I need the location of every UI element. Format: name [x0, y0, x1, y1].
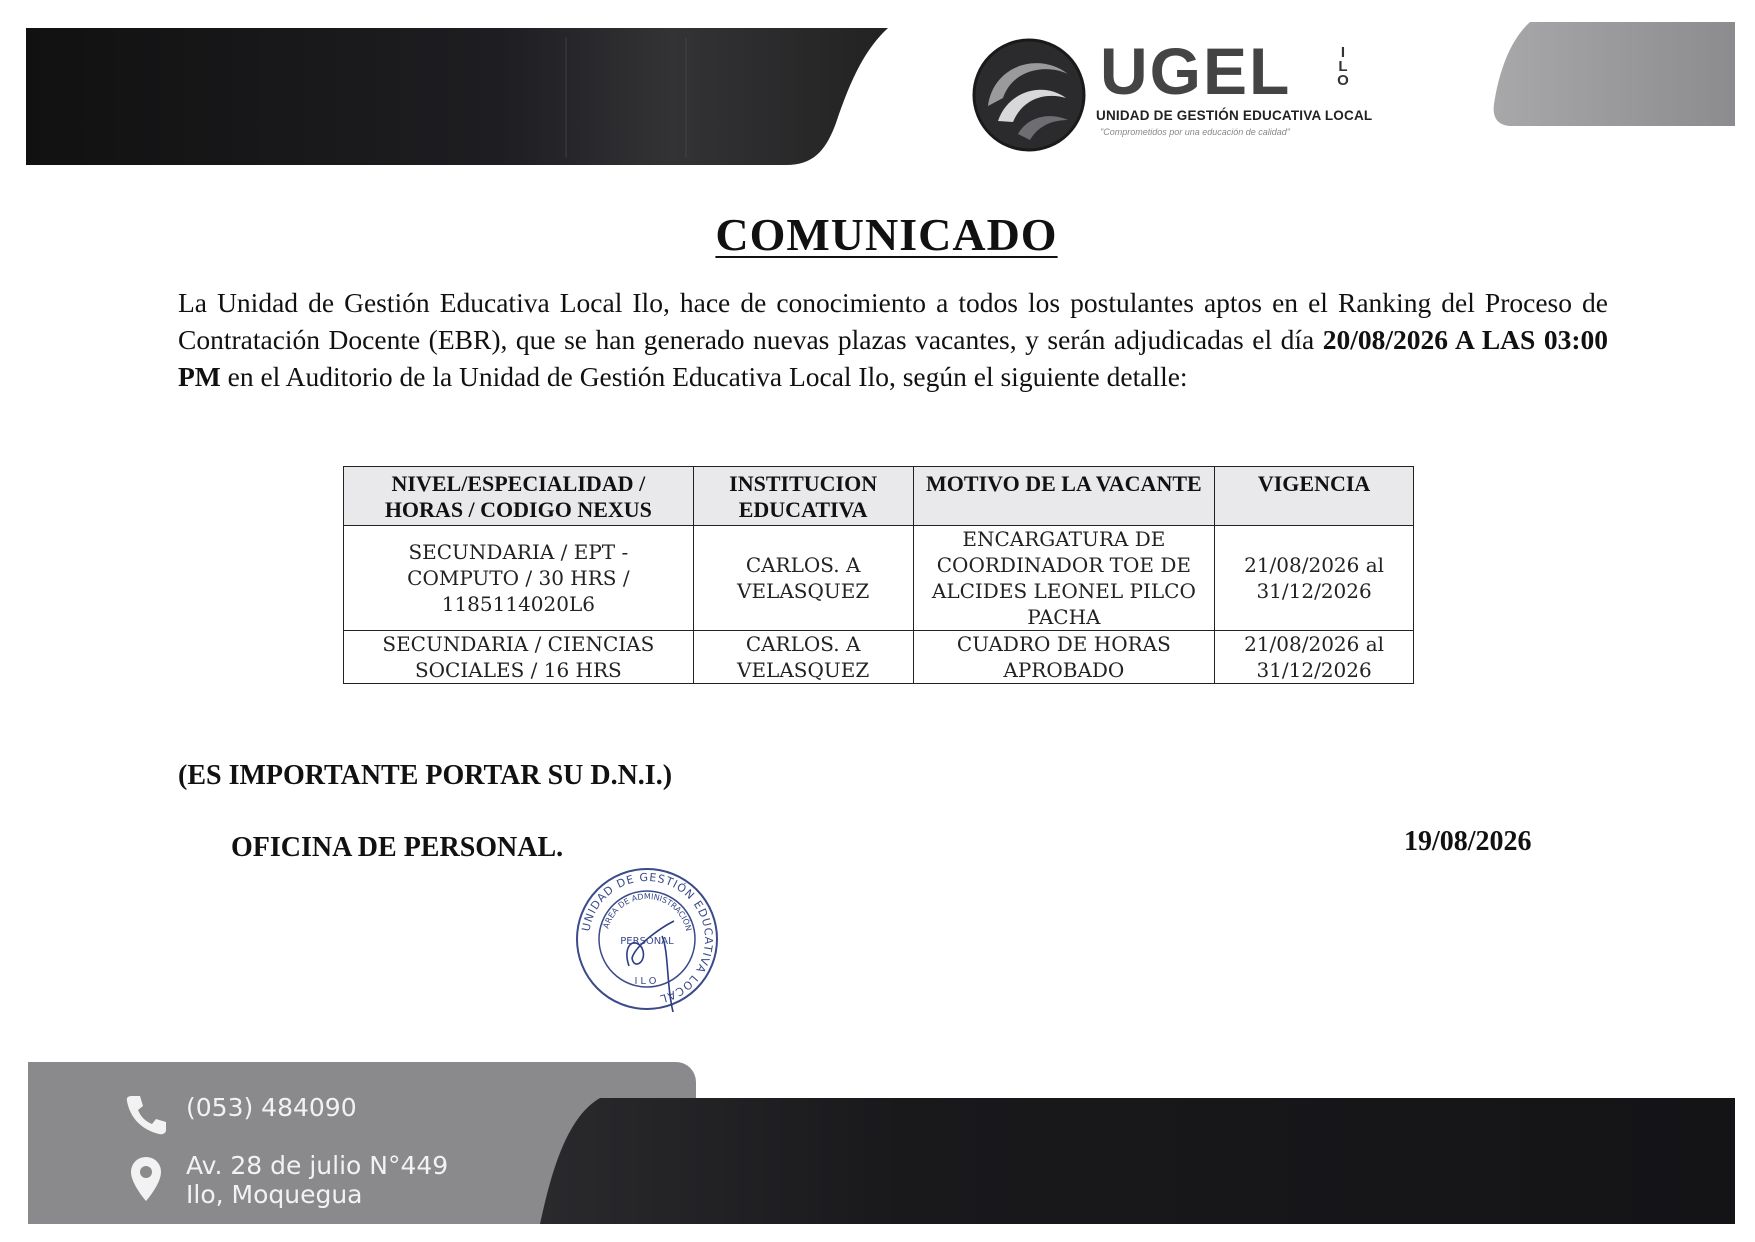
body-paragraph: [178, 284, 1608, 395]
vacancies-table: [343, 466, 1414, 684]
table-cell: 21/08/2026 al 31/12/2026: [1215, 526, 1414, 631]
official-seal: [574, 866, 720, 1012]
table-header-cell: VIGENCIA: [1215, 467, 1414, 526]
table-cell: SECUNDARIA / EPT - COMPUTO / 30 HRS / 1185114020L6: [344, 526, 694, 631]
location-pin-icon: [130, 1156, 162, 1202]
header-bar-right: [1490, 22, 1735, 126]
table-header-cell: MOTIVO DE LA VACANTE: [913, 467, 1215, 526]
table-cell: CARLOS. A VELASQUEZ: [693, 526, 913, 631]
table-row: [344, 631, 1414, 684]
document-title: COMUNICADO: [715, 209, 1058, 260]
paragraph-date-bold: 20/08/2026 A LAS 03:00 PM: [178, 324, 1608, 392]
seal-inner-text: ÁREA DE ADMINISTRACIÓN: [601, 891, 694, 933]
phone-icon: [124, 1092, 168, 1136]
footer-bar-right: [540, 1098, 1735, 1224]
table-header-cell: INSTITUCION EDUCATIVA: [693, 467, 913, 526]
ugel-swirl-logo-icon: [968, 36, 1090, 154]
table-cell: ENCARGATURA DE COORDINADOR TOE DE ALCIDES LEONEL PILCO PACHA: [913, 526, 1215, 631]
seal-center-text: PERSONAL: [620, 936, 674, 947]
table-cell: SECUNDARIA / CIENCIAS SOCIALES / 16 HRS: [344, 631, 694, 684]
table-header-row: [344, 467, 1414, 526]
paragraph-text: en el Auditorio de la Unidad de Gestión Educativa Local Ilo, según el siguiente detalle:: [220, 361, 1188, 392]
table-cell: CUADRO DE HORAS APROBADO: [913, 631, 1215, 684]
paragraph-text: La Unidad de Gestión Educativa Local Ilo, hace de conocimiento a todos los postulantes aptos en el Ranking del Proceso de Contratación Docente (EBR), que se han generado nuevas plazas vacantes, y serán adjudicadas el día: [178, 287, 1608, 355]
seal-ring-text: UNIDAD DE GESTIÓN EDUCATIVA LOCAL: [579, 870, 716, 1006]
document-date: 19/08/2026: [1404, 826, 1532, 857]
logo-tagline: "Comprometidos por una educación de calidad": [1100, 127, 1291, 137]
address-line-1: Av. 28 de julio N°449: [186, 1151, 449, 1180]
office-signature: OFICINA DE PERSONAL.: [231, 832, 564, 863]
logo-ilo-letter: L: [1338, 58, 1348, 75]
logo-subtitle: UNIDAD DE GESTIÓN EDUCATIVA LOCAL: [1096, 108, 1373, 123]
table-cell: CARLOS. A VELASQUEZ: [693, 631, 913, 684]
phone-number: (053) 484090: [186, 1093, 357, 1122]
address-line-2: Ilo, Moquegua: [186, 1180, 363, 1209]
logo-ilo-letter: I: [1340, 44, 1346, 61]
table-row: [344, 526, 1414, 631]
logo-ilo-letter: O: [1337, 72, 1349, 89]
logo-ilo: [1333, 46, 1353, 88]
table-header-cell: NIVEL/ESPECIALIDAD / HORAS / CODIGO NEXUS: [344, 467, 694, 526]
table-cell: 21/08/2026 al 31/12/2026: [1215, 631, 1414, 684]
logo-title: UGEL: [1100, 34, 1292, 108]
svg-text:ÁREA DE ADMINISTRACIÓN: [600, 892, 694, 932]
seal-bottom-text: ILO: [634, 976, 660, 987]
header-bar-left: [26, 28, 888, 165]
important-note: (ES IMPORTANTE PORTAR SU D.N.I.): [178, 760, 673, 791]
